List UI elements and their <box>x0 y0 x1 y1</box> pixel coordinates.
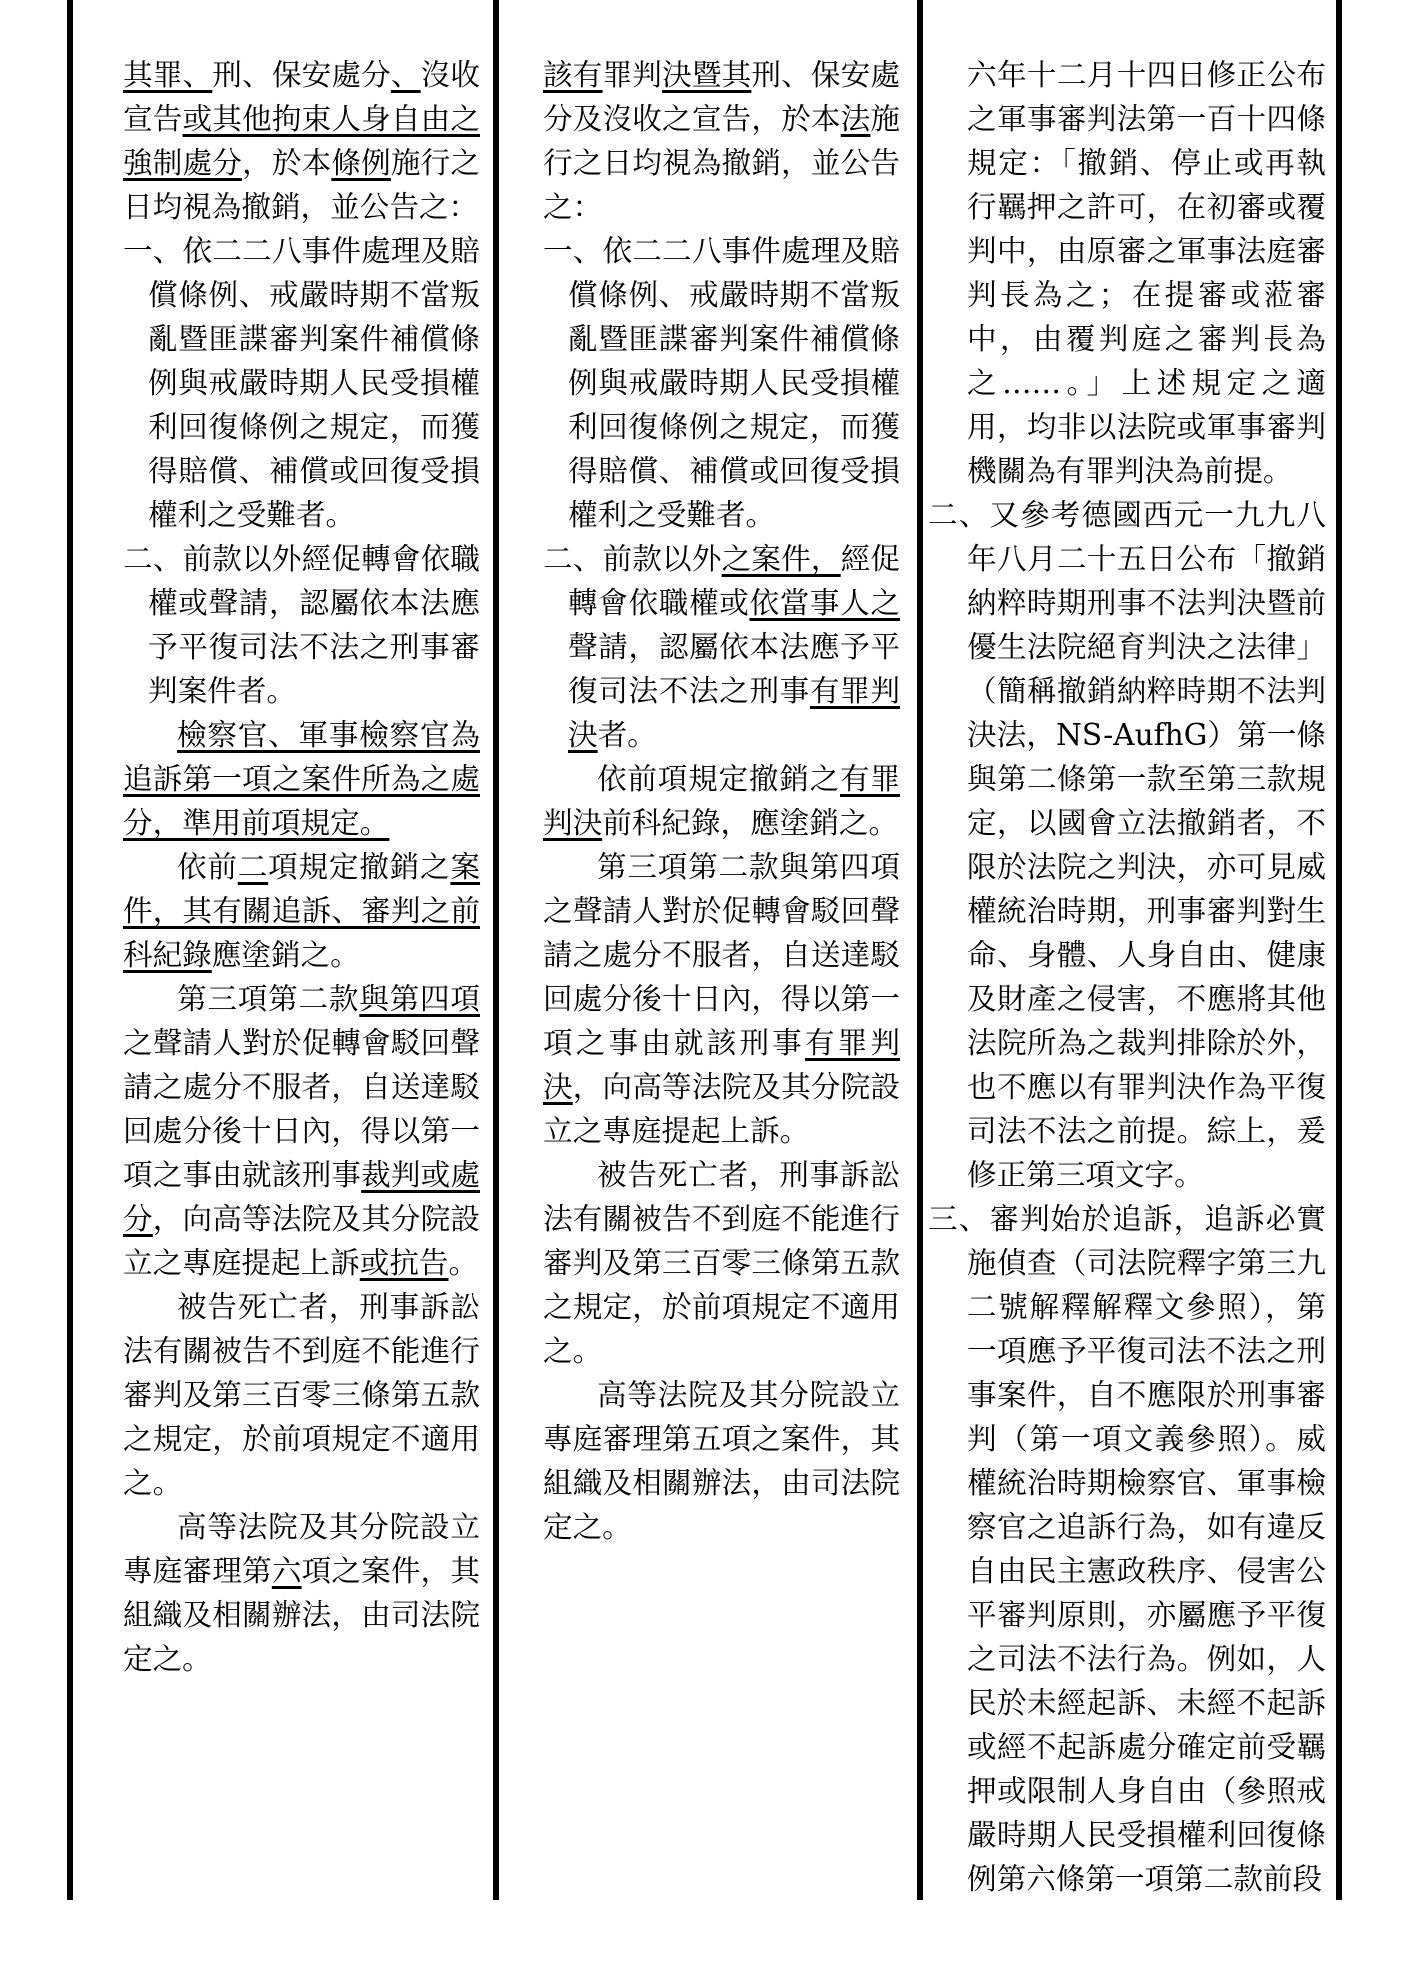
underlined-text-run: 依當事人之 <box>749 586 901 620</box>
underlined-text-run: 與第四項 <box>359 982 481 1016</box>
text-run: 高等法院及其分院設立專庭審理第五項之案件，其組織及相關辦法，由司法院定之。 <box>543 1378 900 1544</box>
table-border-left <box>67 0 73 1900</box>
list-item-paragraph <box>928 493 1326 1197</box>
underlined-text-run: 或抗告 <box>359 1246 449 1280</box>
list-item-paragraph <box>123 229 480 537</box>
underlined-text-run: 二 <box>237 850 269 884</box>
list-item-paragraph <box>928 1197 1326 1901</box>
text-run: 二、前款以外 <box>543 542 722 576</box>
text-run: 二、又參考德國西元一九九八年八月二十五日公布「撤銷納粹時期刑事不法判決暨前優生法院絕育判決之法律」（簡稱撤銷納粹時期不法判決法，NS-AufhG）第一條與第二條第一款至第三款規定，以國會立法撤銷者，不限於法院之判決，亦可見威權統治時期，刑事審判對生命、身體、人身自由、健康及財產之侵害，不應將其他法院所為之裁判排除於外，也不應以有罪判決作為平復司法不法之前提。綜上，爰修正第三項文字。 <box>928 498 1326 1192</box>
underlined-text-run: 檢察官、軍事檢察官為追訴第一項之案件所為之處分，準用前項規定。 <box>123 718 480 840</box>
text-run: 一、依二二八事件處理及賠償條例、戒嚴時期不當叛亂暨匪諜審判案件補償條例與戒嚴時期人民受損權利回復條例之規定，而獲得賠償、補償或回復受損權利之受難者。 <box>543 234 900 532</box>
paragraph <box>123 53 480 229</box>
text-run: 施行之日均視為撤銷，並公告之： <box>543 102 901 224</box>
text-run: 三、審判始於追訴，追訴必實施偵查（司法院釋字第三九二號解釋解釋文參照），第一項應予平復司法不法之刑事案件，自不應限於刑事審判（第一項文義參照）。威權統治時期檢察官、軍事檢察官之追訴行為，如有違反自由民主憲政秩序、侵害公平審判原則，亦屬應予平復之司法不法行為。例如，人民於未經起訴、未經不起訴或經不起訴處分確定前受羈押或限制人身自由（參照戒嚴時期人民受損權利回復條例第六條第一項第二款前段 <box>928 1202 1326 1896</box>
list-item-paragraph <box>543 537 900 757</box>
text-run: 刑、保安處分 <box>212 58 391 92</box>
underlined-text-run: 有罪判決 <box>543 762 901 840</box>
text-run: 沒收宣告 <box>123 58 481 136</box>
text-run: 高等法院及其分院設立專庭審理第 <box>123 1510 480 1588</box>
column-divider-1 <box>493 0 499 1900</box>
text-run: 聲請，認屬依本法應予平復司法不法之刑事 <box>568 630 900 708</box>
text-column-1 <box>123 53 480 1681</box>
underlined-text-run: 、 <box>390 58 421 92</box>
paragraph <box>123 1505 480 1681</box>
text-run: 六年十二月十四日修正公布之軍事審判法第一百十四條規定：「撤銷、停止或再執行羈押之許可，在初審或覆判中，由原審之軍事法庭審判長為之；在提審或蒞審中，由覆判庭之審判長為之……。」上述規定之適用，均非以法院或軍事審判機關為有罪判決為前提。 <box>967 58 1326 488</box>
paragraph <box>543 1373 900 1549</box>
underlined-text-run: 或其他拘束人身自由之強制處分 <box>123 102 481 180</box>
paragraph <box>543 845 900 1153</box>
list-item-paragraph <box>123 537 480 713</box>
paragraph <box>123 977 480 1285</box>
text-run: 依前項規定撤銷之 <box>597 762 841 796</box>
text-run: 罪判 <box>602 58 663 92</box>
underlined-text-run: 其罪、 <box>123 58 213 92</box>
text-run: 被告死亡者，刑事訴訟法有關被告不到庭不能進行審判及第三百零三條第五款之規定，於前項規定不適用之。 <box>543 1158 900 1368</box>
underlined-text-run: 該有 <box>543 58 603 92</box>
text-run: 前科紀錄，應塗銷之。 <box>602 806 899 840</box>
underlined-text-run: 案件，其有關追訴、審判之前科紀錄 <box>123 850 481 972</box>
text-run: 施行之日均視為撤銷，並公告之： <box>123 146 481 224</box>
text-run: 二、前款以外經促轉會依職權或聲請，認屬依本法應予平復司法不法之刑事審判案件者。 <box>123 542 480 708</box>
underlined-text-run: 有罪判決 <box>568 674 901 752</box>
text-run: ，於本 <box>242 146 332 180</box>
paragraph <box>123 713 480 845</box>
underlined-text-run: 之案件， <box>721 542 841 576</box>
text-run: 一、依二二八事件處理及賠償條例、戒嚴時期不當叛亂暨匪諜審判案件補償條例與戒嚴時期人民受損權利回復條例之規定，而獲得賠償、補償或回復受損權利之受難者。 <box>123 234 480 532</box>
text-run: 經促轉會依職權或 <box>568 542 901 620</box>
paragraph <box>543 53 900 229</box>
text-run: 應塗銷之。 <box>211 938 360 972</box>
text-run: 第三項第二款與第四項之聲請人對於促轉會駁回聲請之處分不服者，自送達駁回處分後十日內，得以第一項之事由就該刑事 <box>543 850 900 1060</box>
paragraph <box>543 757 900 845</box>
paragraph <box>967 53 1326 493</box>
text-run: ，向高等法院及其分院設立之專庭提起上訴 <box>123 1202 481 1280</box>
underlined-text-run: 有罪判決 <box>543 1026 901 1104</box>
text-run: 項之案件，其組織及相關辦法，由司法院定之。 <box>123 1554 481 1676</box>
text-run: 之聲請人對於促轉會駁回聲請之處分不服者，自送達駁回處分後十日內，得以第一項之事由就該刑事 <box>123 1026 480 1192</box>
text-column-3 <box>928 53 1326 1901</box>
text-run: 第三項第二款 <box>177 982 360 1016</box>
text-column-2 <box>543 53 900 1549</box>
column-divider-2 <box>917 0 923 1900</box>
text-run: 。 <box>448 1246 479 1280</box>
paragraph <box>123 845 480 977</box>
text-run: 者。 <box>597 718 657 752</box>
text-run: ，向高等法院及其分院設立之專庭提起上訴。 <box>543 1070 901 1148</box>
underlined-text-run: 條例 <box>331 146 391 180</box>
text-run: 刑、保安處分及沒收之宣告，於本 <box>543 58 901 136</box>
list-item-paragraph <box>543 229 900 537</box>
text-run: 依前 <box>177 850 238 884</box>
underlined-text-run: 法 <box>840 102 871 136</box>
paragraph <box>123 1285 480 1505</box>
table-border-right <box>1336 0 1342 1900</box>
underlined-text-run: 裁判或處分 <box>123 1158 481 1236</box>
text-run: 項規定撤銷之 <box>268 850 451 884</box>
text-run: 被告死亡者，刑事訴訟法有關被告不到庭不能進行審判及第三百零三條第五款之規定，於前項規定不適用之。 <box>123 1290 480 1500</box>
underlined-text-run: 六 <box>271 1554 302 1588</box>
paragraph <box>543 1153 900 1373</box>
underlined-text-run: 決暨其 <box>662 58 752 92</box>
